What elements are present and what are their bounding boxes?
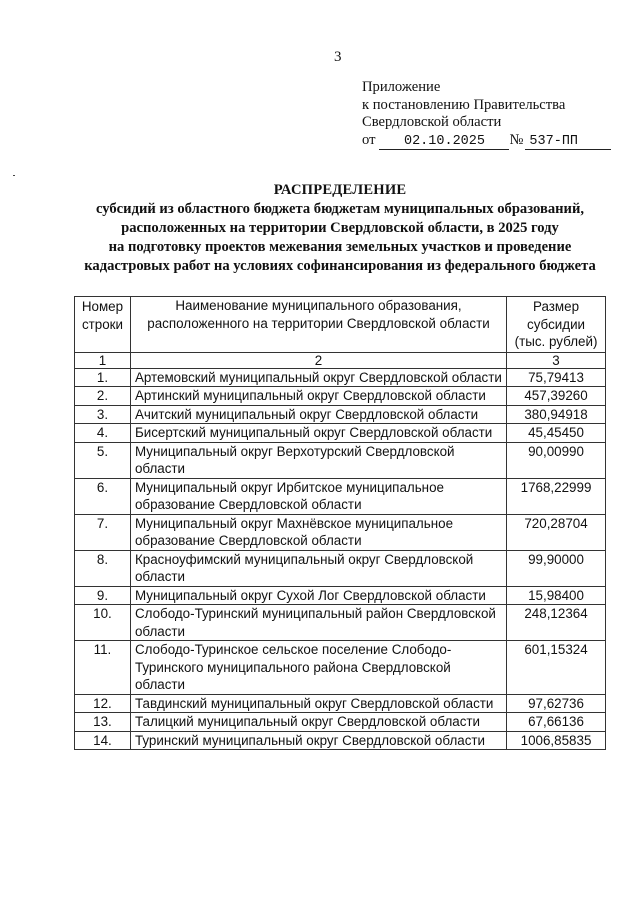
municipality-name: Артинский муниципальный округ Свердловской области [130, 387, 506, 406]
header-row-number-line-1: Номер [81, 299, 124, 314]
title-heading: РАСПРЕДЕЛЕНИЕ [273, 182, 407, 198]
subsidy-amount: 1768,22999 [507, 478, 606, 514]
municipality-name: Муниципальный округ Махнёвское муниципальное образование Свердловской области [130, 514, 506, 550]
subsidy-amount: 67,66136 [507, 713, 606, 732]
table-row [75, 424, 606, 443]
municipality-name: Муниципальный округ Сухой Лог Свердловской области [130, 586, 506, 605]
subsidy-amount: 720,28704 [507, 514, 606, 550]
row-number: 14. [75, 731, 131, 750]
column-number-3: 3 [507, 352, 606, 368]
resolution-date: 02.10.2025 [379, 134, 509, 150]
municipality-name: Туринский муниципальный округ Свердловской области [130, 731, 506, 750]
appendix-line-2: к постановлению Правительства [362, 96, 566, 113]
row-number: 7. [75, 514, 131, 550]
title-line-2: расположенных на территории Свердловской области, в 2025 году [121, 220, 559, 236]
row-number: 3. [75, 405, 131, 424]
table-row [75, 442, 606, 478]
municipality-name: Красноуфимский муниципальный округ Свердловской области [130, 550, 506, 586]
subsidy-amount: 380,94918 [507, 405, 606, 424]
column-number-1: 1 [75, 352, 131, 368]
table-header-row [75, 297, 606, 353]
municipality-name: Артемовский муниципальный округ Свердловской области [130, 368, 506, 387]
table-row [75, 478, 606, 514]
appendix-line-3: Свердловской области [362, 114, 502, 130]
header-municipality-line-1: Наименование муниципального образования, [175, 298, 462, 313]
header-subsidy-line-1: Размер [533, 299, 580, 314]
appendix-block [362, 79, 611, 150]
municipality-name: Тавдинский муниципальный округ Свердловской области [130, 694, 506, 713]
municipality-name: Муниципальный округ Ирбитское муниципальное образование Свердловской области [130, 478, 506, 514]
column-number-row [75, 352, 606, 368]
row-number: 12. [75, 694, 131, 713]
subsidy-amount: 15,98400 [507, 586, 606, 605]
table-row [75, 605, 606, 641]
table-row [75, 694, 606, 713]
header-row-number-line-2: строки [81, 316, 123, 332]
appendix-line-1: Приложение [362, 79, 441, 95]
subsidy-amount: 248,12364 [507, 605, 606, 641]
title-line-3: на подготовку проектов межевания земельных участков и проведение [108, 239, 572, 255]
title-line-4: кадастровых работ на условиях софинансирования из федерального бюджета [84, 258, 596, 274]
header-municipality-line-2: расположенного на территории Свердловской области [147, 315, 490, 331]
table-row [75, 514, 606, 550]
header-subsidy-amount [507, 297, 606, 353]
municipality-name: Талицкий муниципальный округ Свердловской области [130, 713, 506, 732]
column-number-2: 2 [130, 352, 506, 368]
row-number: 10. [75, 605, 131, 641]
row-number: 1. [75, 368, 131, 387]
table-row [75, 641, 606, 695]
table-row [75, 586, 606, 605]
title-line-1: субсидий из областного бюджета бюджетам муниципальных образований, [96, 201, 584, 217]
subsidy-amount: 1006,85835 [507, 731, 606, 750]
distribution-table [74, 296, 606, 750]
subsidy-amount: 601,15324 [507, 641, 606, 695]
header-row-number [75, 297, 131, 353]
table-row [75, 550, 606, 586]
table-row [75, 731, 606, 750]
row-number: 13. [75, 713, 131, 732]
table-row [75, 387, 606, 406]
header-subsidy-line-3: (тыс. рублей) [514, 334, 598, 349]
from-label: от [362, 131, 376, 148]
row-number: 2. [75, 387, 131, 406]
document-title [60, 181, 620, 276]
municipality-name: Ачитский муниципальный округ Свердловской области [130, 405, 506, 424]
header-municipality-name [130, 297, 506, 353]
municipality-name: Бисертский муниципальный округ Свердловской области [130, 424, 506, 443]
row-number: 5. [75, 442, 131, 478]
municipality-name: Муниципальный округ Верхотурский Свердловской области [130, 442, 506, 478]
municipality-name: Слободо-Туринское сельское поселение Слободо-Туринского муниципального района Свердловской области [130, 641, 506, 695]
table-row [75, 368, 606, 387]
page-number: 3 [334, 49, 342, 65]
row-number: 9. [75, 586, 131, 605]
row-number: 8. [75, 550, 131, 586]
subsidy-amount: 457,39260 [507, 387, 606, 406]
table-row [75, 405, 606, 424]
table-row [75, 713, 606, 732]
subsidy-amount: 90,00990 [507, 442, 606, 478]
subsidy-amount: 99,90000 [507, 550, 606, 586]
row-number: 11. [75, 641, 131, 695]
row-number: 6. [75, 478, 131, 514]
resolution-number: 537-ПП [525, 134, 611, 150]
subsidy-amount: 97,62736 [507, 694, 606, 713]
municipality-name: Слободо-Туринский муниципальный район Свердловской области [130, 605, 506, 641]
number-label: № [509, 131, 524, 148]
resolution-reference [362, 132, 611, 150]
row-number: 4. [75, 424, 131, 443]
header-subsidy-line-2: субсидии [527, 316, 586, 332]
subsidy-amount: 75,79413 [507, 368, 606, 387]
scan-artifact [13, 175, 15, 176]
subsidy-amount: 45,45450 [507, 424, 606, 443]
